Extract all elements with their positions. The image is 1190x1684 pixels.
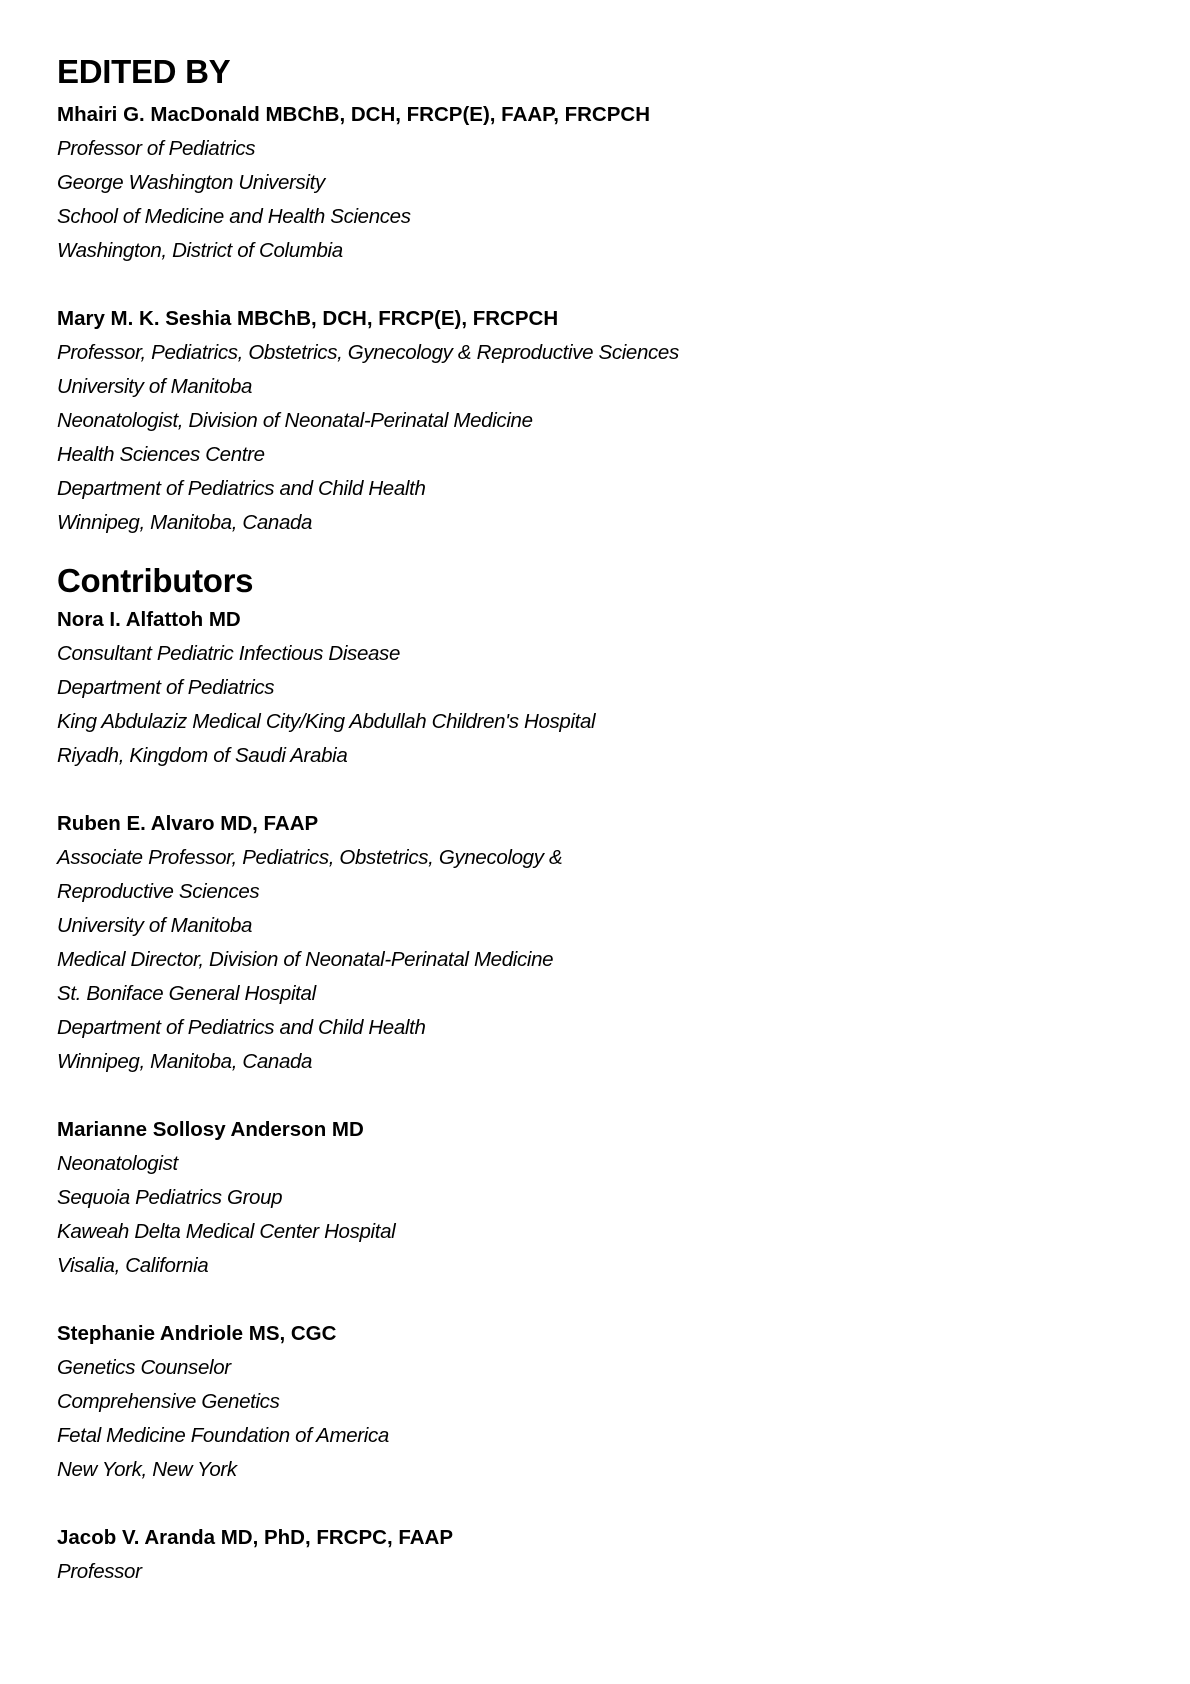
affiliation-line: School of Medicine and Health Sciences (57, 205, 411, 228)
affiliation-line: Consultant Pediatric Infectious Disease (57, 642, 401, 665)
affiliation-line: University of Manitoba (57, 914, 253, 937)
affiliation-line: New York, New York (57, 1458, 237, 1481)
affiliation-line: St. Boniface General Hospital (57, 982, 316, 1005)
affiliation-line: Department of Pediatrics and Child Health (57, 1016, 426, 1039)
person-name: Ruben E. Alvaro MD, FAAP (57, 812, 319, 835)
affiliation-line: Visalia, California (57, 1254, 209, 1277)
affiliation-line: Medical Director, Division of Neonatal-Perinatal Medicine (57, 948, 554, 971)
affiliation-line: Department of Pediatrics and Child Health (57, 477, 426, 500)
person-name: Jacob V. Aranda MD, PhD, FRCPC, FAAP (57, 1526, 454, 1549)
affiliation-line: Sequoia Pediatrics Group (57, 1186, 283, 1209)
affiliation-line: Professor of Pediatrics (57, 137, 256, 160)
affiliation-line: University of Manitoba (57, 375, 253, 398)
affiliation-line: Professor (57, 1560, 142, 1583)
affiliation-line: Washington, District of Columbia (57, 239, 343, 262)
affiliation-line: Neonatologist (57, 1152, 178, 1175)
editor-entry (57, 302, 1137, 540)
editors-heading: EDITED BY (57, 53, 231, 90)
contributor-entry (57, 807, 1137, 1079)
affiliation-line: Neonatologist, Division of Neonatal-Perinatal Medicine (57, 409, 533, 432)
contributors-list (57, 603, 1137, 1589)
contributor-entry (57, 1317, 1137, 1487)
contributor-entry (57, 1521, 1137, 1589)
affiliation-line: Health Sciences Centre (57, 443, 265, 466)
affiliation-line: Reproductive Sciences (57, 880, 260, 903)
affiliation-line: Fetal Medicine Foundation of America (57, 1424, 389, 1447)
person-name: Mhairi G. MacDonald MBChB, DCH, FRCP(E), FAAP, FRCPCH (57, 103, 651, 126)
person-name: Marianne Sollosy Anderson MD (57, 1118, 364, 1141)
person-name: Mary M. K. Seshia MBChB, DCH, FRCP(E), FRCPCH (57, 307, 559, 330)
affiliation-line: Professor, Pediatrics, Obstetrics, Gynecology & Reproductive Sciences (57, 341, 679, 364)
affiliation-line: Kaweah Delta Medical Center Hospital (57, 1220, 396, 1243)
affiliation-line: George Washington University (57, 171, 325, 194)
affiliation-line: Department of Pediatrics (57, 676, 275, 699)
affiliation-line: Associate Professor, Pediatrics, Obstetrics, Gynecology & (57, 846, 563, 869)
affiliation-line: King Abdulaziz Medical City/King Abdullah Children's Hospital (57, 710, 596, 733)
contributor-entry (57, 1113, 1137, 1283)
document-page (57, 52, 1137, 1589)
affiliation-line: Comprehensive Genetics (57, 1390, 280, 1413)
contributors-heading: Contributors (57, 562, 254, 599)
editors-list (57, 98, 1137, 540)
person-name: Stephanie Andriole MS, CGC (57, 1322, 337, 1345)
editor-entry (57, 98, 1137, 268)
affiliation-line: Winnipeg, Manitoba, Canada (57, 511, 313, 534)
contributor-entry (57, 603, 1137, 773)
affiliation-line: Riyadh, Kingdom of Saudi Arabia (57, 744, 348, 767)
person-name: Nora I. Alfattoh MD (57, 608, 241, 631)
affiliation-line: Genetics Counselor (57, 1356, 231, 1379)
affiliation-line: Winnipeg, Manitoba, Canada (57, 1050, 313, 1073)
